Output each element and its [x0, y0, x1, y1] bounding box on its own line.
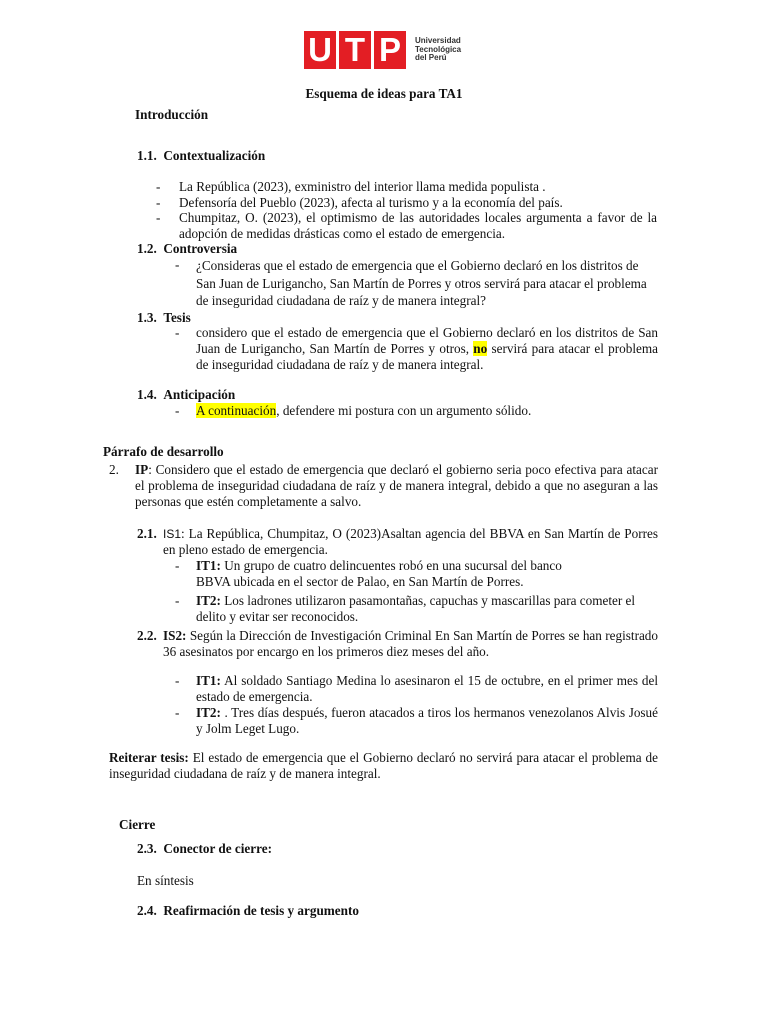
closing-connector: En síntesis [137, 873, 194, 888]
ip-number: 2. [109, 462, 119, 477]
logo-university-name [415, 37, 461, 63]
context-item: La República (2023), exministro del interior llama medida populista . [179, 179, 546, 194]
thesis-statement [196, 325, 658, 373]
it-text: Al soldado Santiago Medina lo asesinaron el 15 de octubre, en el primer mes del estado de emergencia. [196, 673, 658, 704]
logo-name-line-3: del Perú [415, 53, 447, 63]
it-label: IT1: [196, 558, 221, 573]
is1-paragraph [163, 526, 658, 558]
section-number: 2.4. [137, 903, 157, 918]
section-2-3-heading [137, 841, 272, 857]
section-number: 1.3. [137, 310, 157, 325]
reiterate-text: El estado de emergencia que el Gobierno declaró no servirá para atacar el problema de inseguridad ciudadana de raíz y de manera integral. [109, 750, 658, 781]
ip-label: IP [135, 462, 149, 477]
it-label: IT2: [196, 705, 221, 720]
thesis-highlight: no [473, 341, 488, 356]
utp-logo [304, 30, 461, 70]
bullet-dash: - [175, 257, 180, 272]
section-title: Tesis [163, 310, 191, 325]
is2-paragraph [163, 628, 658, 660]
section-number: 2.3. [137, 841, 157, 856]
logo-letter-t: T [339, 31, 371, 69]
bullet-dash: - [175, 558, 180, 573]
section-title: Reafirmación de tesis y argumento [163, 903, 359, 918]
thesis-text: considero que el estado de emergencia que el Gobierno declaró en los distritos de San Juan de Lurigancho, San Martín de Porres y otros, [196, 325, 658, 356]
is1-label: IS1 [163, 527, 182, 541]
bullet-dash: - [156, 179, 161, 194]
bullet-dash: - [175, 325, 180, 340]
intro-heading: Introducción [135, 107, 209, 122]
section-title: Conector de cierre: [163, 841, 272, 856]
ip-text: : Considero que el estado de emergencia que declaró el gobierno seria poco efectiva para atacar el problema de inseguridad ciudadana de raíz y de manera integral, debido a que no aseguran a las personas que estén completamente a salvo. [135, 462, 658, 509]
section-1-3-heading [137, 310, 191, 326]
bullet-dash: - [175, 593, 180, 608]
anticipation-rest: , defendere mi postura con un argumento sólido. [276, 403, 532, 418]
it-text: . Tres días después, fueron atacados a tiros los hermanos venezolanos Alvis Josué y Jolm Leget Lugo. [196, 705, 658, 736]
is1-it1 [196, 558, 576, 590]
bullet-dash: - [175, 673, 180, 688]
it-label: IT1: [196, 673, 221, 688]
section-1-2-heading [137, 241, 237, 257]
ip-paragraph [135, 462, 658, 510]
section-title: Anticipación [163, 387, 236, 402]
section-number: 1.2. [137, 241, 157, 256]
anticipation-text [196, 403, 658, 419]
section-1-4-heading [137, 387, 235, 403]
section-title: Contextualización [163, 148, 266, 163]
closing-heading: Cierre [119, 817, 156, 832]
logo-letter-u: U [304, 31, 336, 69]
bullet-dash: - [175, 705, 180, 720]
is1-it2 [196, 593, 658, 625]
it-text: Un grupo de cuatro delincuentes robó en una sucursal del banco BBVA ubicada en el sector de Palao, en San Martín de Porres. [196, 558, 562, 589]
development-heading: Párrafo de desarrollo [103, 444, 224, 459]
section-1-1-heading [137, 148, 265, 164]
thesis-text-end: servirá para atacar el problema de inseguridad ciudadana de raíz y de manera integral. [196, 341, 658, 372]
section-number: 1.4. [137, 387, 157, 402]
logo-name-line-1: Universidad [415, 36, 461, 46]
section-2-2-number: 2.2. [137, 628, 157, 643]
logo-letter-p: P [374, 31, 406, 69]
section-2-4-heading [137, 903, 359, 919]
it-text: Los ladrones utilizaron pasamontañas, capuchas y mascarillas para cometer el delito y evitar ser reconocidos. [196, 593, 636, 624]
controversy-question: ¿Consideras que el estado de emergencia que el Gobierno declaró en los distritos de San Juan de Lurigancho, San Martín de Porres y otros servirá para atacar el problema de inseguridad ciudadana de raíz y de manera integral? [196, 258, 647, 308]
section-number: 1.1. [137, 148, 157, 163]
it-label: IT2: [196, 593, 221, 608]
is2-label: IS2: [163, 628, 187, 643]
context-item: Defensoría del Pueblo (2023), afecta al turismo y a la economía del país. [179, 195, 563, 210]
anticipation-highlight: A continuación [196, 403, 277, 418]
reiterate-label: Reiterar tesis: [109, 750, 189, 765]
reiterate-thesis [109, 750, 658, 782]
bullet-dash: - [156, 195, 161, 210]
is1-text: : La República, Chumpitaz, O (2023)Asaltan agencia del BBVA en San Martín de Porres en pleno estado de emergencia. [163, 526, 658, 557]
bullet-dash: - [156, 210, 161, 225]
is2-it1 [196, 673, 658, 705]
context-item: Chumpitaz, O. (2023), el optimismo de las autoridades locales argumenta a favor de la adopción de medidas drásticas como el estado de emergencia. [179, 210, 657, 241]
bullet-dash: - [175, 403, 180, 418]
section-title: Controversia [163, 241, 238, 256]
logo-name-line-2: Tecnológica [415, 44, 462, 54]
document-title: Esquema de ideas para TA1 [305, 86, 463, 101]
is2-it2 [196, 705, 658, 737]
is2-text: Según la Dirección de Investigación Criminal En San Martín de Porres se han registrado 36 asesinatos por encargo en los primeros diez meses del año. [163, 628, 658, 659]
section-2-1-number: 2.1. [137, 526, 157, 541]
